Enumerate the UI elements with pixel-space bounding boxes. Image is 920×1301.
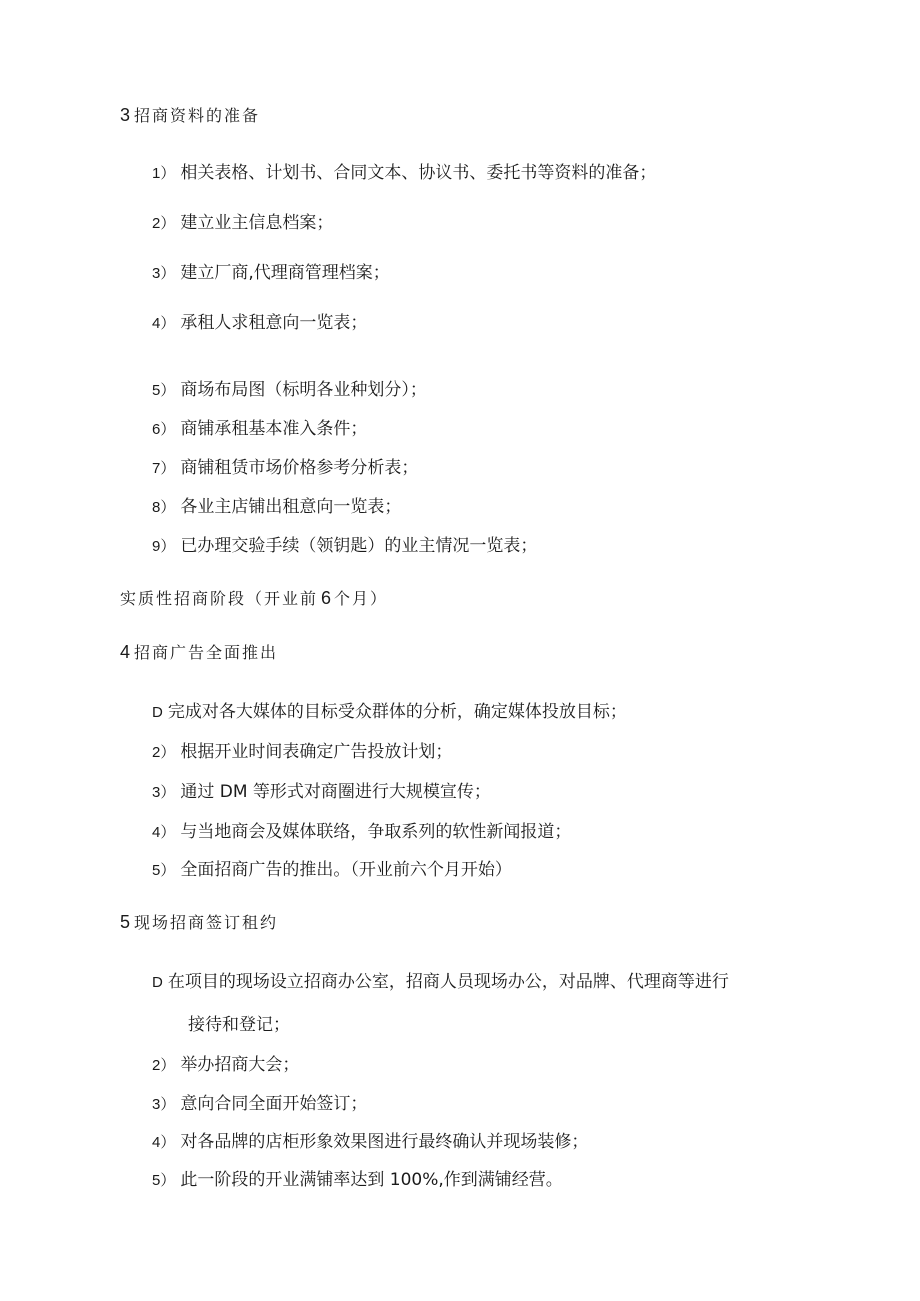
item-number: 9） [152,538,176,555]
section-3-heading [120,106,260,124]
list-item [152,862,512,879]
item-number: 5） [152,862,176,879]
list-item [152,824,571,841]
list-item-continuation: 接待和登记； [188,1015,290,1035]
list-item [152,215,333,232]
item-text: 通过 DM 等形式对商圈进行大规模宣传； [180,782,491,802]
item-text: 对各品牌的店柜形象效果图进行最终确认并现场装修； [180,1132,589,1152]
item-text: 建立厂商,代理商管理档案； [180,263,390,283]
item-number: 4） [152,315,176,332]
item-number: 4） [152,824,176,841]
list-item [152,1172,563,1189]
list-item [152,499,401,516]
item-number: 6） [152,421,176,438]
item-number: 3） [152,265,176,282]
item-number: 5） [152,1172,176,1189]
list-item [152,784,491,801]
item-text: 意向合同全面开始签订； [180,1094,368,1114]
item-number: 4） [152,1134,176,1151]
item-text: 此一阶段的开业满铺率达到 100%,作到满铺经营。 [180,1170,563,1190]
list-item [152,421,367,438]
list-item [152,1134,588,1151]
item-number: 1） [152,165,176,182]
item-text: 建立业主信息档案； [180,213,334,233]
list-item [152,265,390,282]
list-item [152,744,452,761]
item-number: 5） [152,382,176,399]
section-number: 5 [120,912,131,932]
item-number: 2） [152,744,176,761]
item-number: 2） [152,215,176,232]
list-item [152,460,418,477]
item-text: 商铺承租基本准入条件； [180,419,368,439]
list-item [152,704,627,721]
phase-number: 6 [321,588,332,608]
item-text: 全面招商广告的推出。（开业前六个月开始） [180,860,512,880]
item-text: 与当地商会及媒体联络，争取系列的软性新闻报道； [180,822,572,842]
item-number: 3） [152,1096,176,1113]
section-title: 招商资料的准备 [134,106,261,125]
list-item [152,538,537,555]
list-item [152,315,367,332]
item-number: 7） [152,460,176,477]
item-text: 根据开业时间表确定广告投放计划； [180,742,453,762]
phase-title: 实质性招商阶段（开业前 [120,589,319,608]
section-title: 招商广告全面推出 [134,643,279,662]
section-number: 3 [120,105,131,125]
item-text: 相关表格、计划书、合同文本、协议书、委托书等资料的准备； [180,163,657,183]
list-item [152,1096,367,1113]
list-item [152,165,656,182]
item-text: 在项目的现场设立招商办公室，招商人员现场办公，对品牌、代理商等进行 [167,972,729,992]
item-text: 已办理交验手续（领钥匙）的业主情况一览表； [180,536,538,556]
item-text: 各业主店铺出租意向一览表； [180,497,402,517]
phase-heading [120,589,388,607]
item-number: 8） [152,499,176,516]
section-5-heading [120,913,278,931]
list-item [152,1057,299,1074]
item-number: 3） [152,784,176,801]
section-number: 4 [120,642,131,662]
list-item [152,382,427,399]
item-text: 承租人求租意向一览表； [180,313,368,333]
item-text: 完成对各大媒体的目标受众群体的分析，确定媒体投放目标； [167,702,627,722]
item-text: 商场布局图（标明各业种划分）； [180,380,427,400]
item-number: 2） [152,1057,176,1074]
phase-suffix: 个月） [334,589,389,608]
list-item [152,974,729,991]
item-number: D [152,974,163,991]
section-4-heading [120,643,278,661]
item-text: 商铺租赁市场价格参考分析表； [180,458,419,478]
item-text: 举办招商大会； [180,1055,300,1075]
item-number: D [152,704,163,721]
section-title: 现场招商签订租约 [134,913,279,932]
